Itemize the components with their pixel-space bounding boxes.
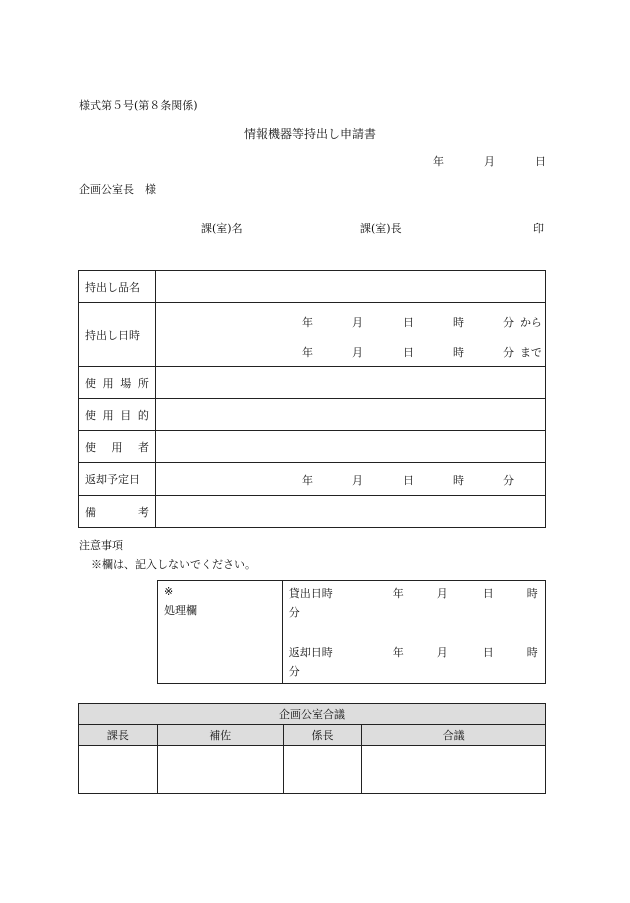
lend-year: 年 <box>392 587 404 600</box>
user-row <box>79 431 546 463</box>
place-label <box>79 367 156 399</box>
notes-heading: 注意事項 <box>79 539 123 552</box>
processing-field[interactable] <box>282 581 545 684</box>
approval-stamp-assistant[interactable] <box>157 746 283 794</box>
user-char: 者 <box>137 440 149 454</box>
approval-col-subsection-chief: 係長 <box>283 725 362 746</box>
datetime-field[interactable] <box>155 303 545 367</box>
approval-col-section-chief: 課長 <box>79 725 158 746</box>
return-date-label: 返却日時 <box>288 646 333 659</box>
item-row <box>79 271 546 303</box>
purpose-char: 使 <box>85 408 96 422</box>
approval-stamp-section-chief[interactable] <box>79 746 158 794</box>
date-year-label: 年 <box>433 155 444 168</box>
place-char: 所 <box>137 376 149 390</box>
approval-col-consultation: 合議 <box>362 725 546 746</box>
datetime-row <box>79 303 546 367</box>
return-month: 月 <box>351 474 363 487</box>
user-char: 用 <box>111 440 123 454</box>
section-name-label: 課(室)名 <box>201 222 243 235</box>
processing-label: 処理欄 <box>164 604 197 617</box>
return-minute: 分 <box>502 474 514 487</box>
place-char: 用 <box>102 376 114 390</box>
main-form-table <box>78 270 546 528</box>
approval-stamp-subsection-chief[interactable] <box>283 746 362 794</box>
lend-month: 月 <box>436 587 448 600</box>
from-year: 年 <box>301 316 313 329</box>
document-title: 情報機器等持出し申請書 <box>244 127 377 141</box>
lend-label: 貸出日時 <box>288 587 333 600</box>
to-day: 日 <box>402 346 414 359</box>
user-label <box>79 431 156 463</box>
purpose-row <box>79 399 546 431</box>
return-date-minute: 分 <box>288 665 300 678</box>
purpose-char: 的 <box>137 408 149 422</box>
from-hour: 時 <box>452 316 464 329</box>
date-day-label: 日 <box>535 155 546 168</box>
processing-table <box>157 580 546 684</box>
seal-label: 印 <box>533 222 544 235</box>
form-number: 様式第５号(第８条関係) <box>79 99 198 112</box>
lend-day: 日 <box>482 587 494 600</box>
place-field[interactable] <box>155 367 545 399</box>
return-date-month: 月 <box>436 646 448 659</box>
approval-stamp-consultation[interactable] <box>362 746 546 794</box>
user-field[interactable] <box>155 431 545 463</box>
remarks-char: 考 <box>137 505 149 519</box>
user-char: 使 <box>85 440 96 454</box>
return-row <box>79 463 546 496</box>
from-day: 日 <box>402 316 414 329</box>
datetime-label: 持出し日時 <box>79 303 156 367</box>
processing-mark: ※ <box>164 585 174 598</box>
section-chief-label: 課(室)長 <box>360 222 402 235</box>
place-char: 使 <box>85 376 96 390</box>
to-month: 月 <box>351 346 363 359</box>
remarks-field[interactable] <box>155 496 545 528</box>
purpose-char: 目 <box>120 408 132 422</box>
return-date-hour: 時 <box>526 646 538 659</box>
purpose-label <box>79 399 156 431</box>
to-year: 年 <box>301 346 313 359</box>
date-month-label: 月 <box>484 155 495 168</box>
return-hour: 時 <box>452 474 464 487</box>
approval-col-assistant: 補佐 <box>157 725 283 746</box>
to-suffix: まで <box>519 346 542 359</box>
purpose-field[interactable] <box>155 399 545 431</box>
approval-table <box>78 703 546 794</box>
remarks-label <box>79 496 156 528</box>
lend-minute: 分 <box>288 606 300 619</box>
to-hour: 時 <box>452 346 464 359</box>
return-year: 年 <box>301 474 313 487</box>
from-minute: 分 <box>502 316 514 329</box>
from-suffix: から <box>519 316 542 329</box>
approval-title: 企画公室合議 <box>79 704 546 725</box>
addressee: 企画公室長 様 <box>79 183 156 196</box>
item-field[interactable] <box>155 271 545 303</box>
purpose-char: 用 <box>102 408 114 422</box>
return-field[interactable] <box>155 463 545 496</box>
item-label: 持出し品名 <box>79 271 156 303</box>
from-month: 月 <box>351 316 363 329</box>
return-label: 返却予定日 <box>79 463 156 496</box>
lend-hour: 時 <box>526 587 538 600</box>
processing-label-cell <box>158 581 283 684</box>
remarks-row <box>79 496 546 528</box>
return-day: 日 <box>402 474 414 487</box>
place-row <box>79 367 546 399</box>
return-date-day: 日 <box>482 646 494 659</box>
place-char: 場 <box>120 376 132 390</box>
return-date-year: 年 <box>392 646 404 659</box>
to-minute: 分 <box>502 346 514 359</box>
remarks-char: 備 <box>85 505 96 519</box>
notes-line: ※欄は、記入しないでください。 <box>91 558 256 571</box>
